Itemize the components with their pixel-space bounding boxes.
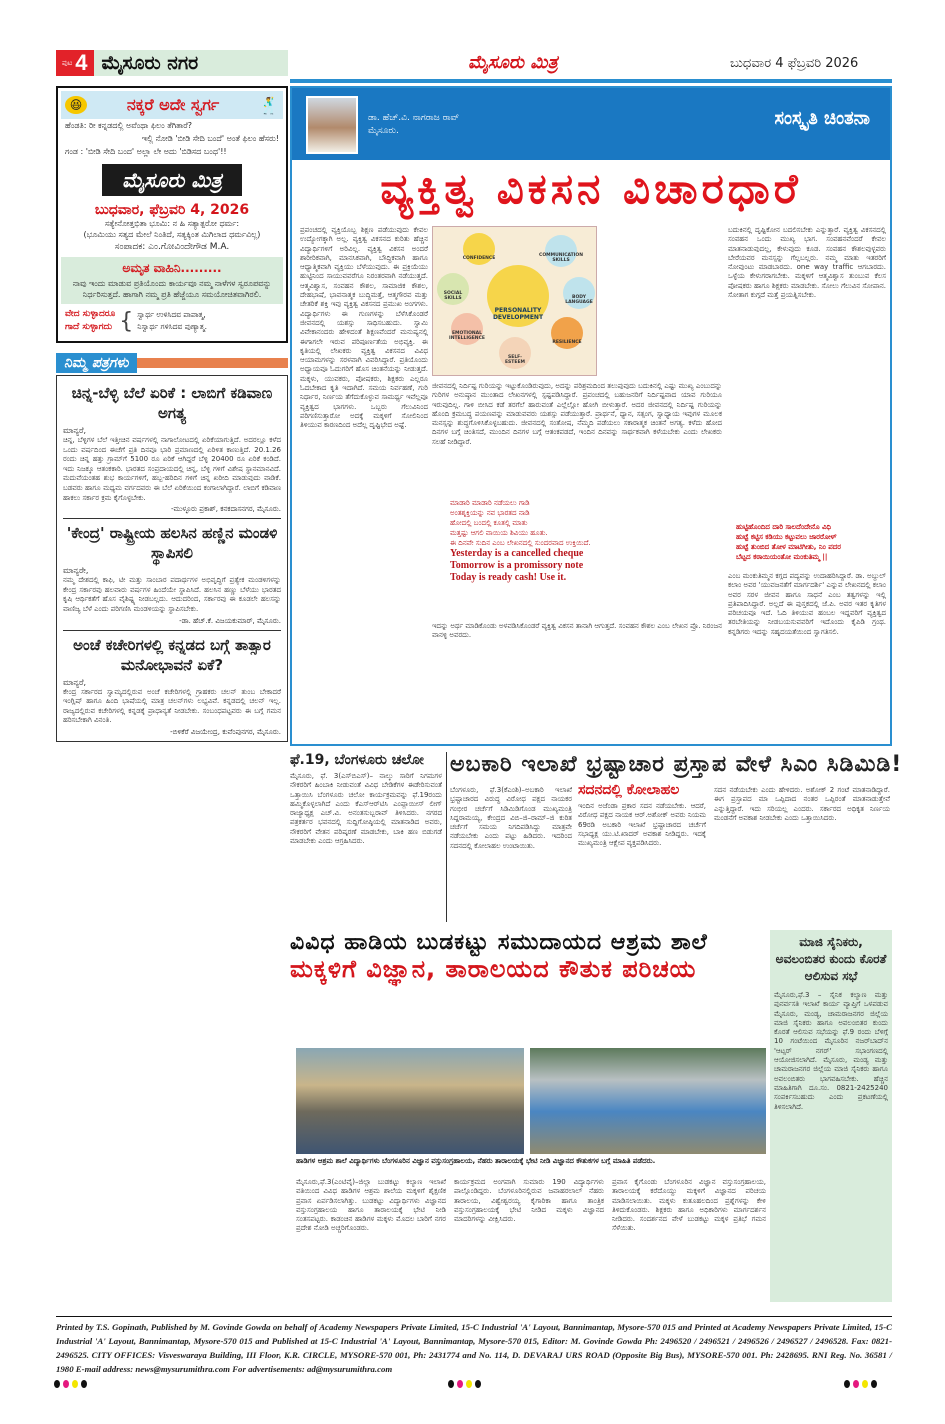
letter-signature: -ಬಿಳಿಕೆರೆ ವಿಜಯೇಂದ್ರ, ಕುವೆಂಪುನಗರ, ಮೈಸೂರು. bbox=[170, 727, 281, 736]
dancing-figure-icon: 🕺 bbox=[259, 95, 279, 115]
joke-line: ಗಂಡ : 'ಬೀಡಿ ಸೇದಿ ಬಂದ' ಅಲ್ಲಾ ಲೇ ಅದು 'ಬಿಡಿಸದ ಬಂಧ'!! bbox=[65, 147, 227, 156]
letter-body: ಚಿನ್ನ, ಬೆಳ್ಳಿಗಳ ಬೆಲೆ ಇತ್ತೀಚಿನ ವರ್ಷಗಳಲ್ಲಿ ನಾಗಾಲೋಟದಲ್ಲಿ ಏರಿಕೆಯಾಗುತ್ತಿದೆ. ಅದರಲ್ಲೂ ಕಳೆದ ಒಂದು ವರ್ಷದಿಂದ ಈಚೆಗೆ ಪ್ರತಿ ದಿನವೂ ಭಾರಿ ಪ್ರಮಾಣದಲ್ಲಿ ಏರಿಳಿತ ಕಾಣುತ್ತಿದೆ. 20.1.26 ರಂದು ಚಿನ್ನ ಹತ್ತು ಗ್ರಾಮ್‌ಗೆ 5100 ರೂ ಏರಿಕೆ ಆಗಿದ್ದರೆ ಬೆಳ್ಳಿ 20400 ರೂ ಏರಿಕೆ ಕಂಡಿದೆ. ಇದು ನಿಜಕ್ಕೂ ಆತಂಕಕಾರಿ. ಭಾರತದ ಸಂಪ್ರದಾಯದಲ್ಲಿ ಚಿನ್ನ, ಬೆಳ್ಳಿ ಗಳಿಗೆ ವಿಶೇಷ ಸ್ಥಾನಮಾನವಿದೆ. ಮದುವೆಯಂತಹ ಶುಭ ಕಾರ್ಯಗಳಿಗೆ, ಹಬ್ಬ-ಹರಿದಿನ ಗಳಿಗೆ ಚಿನ್ನ ಖರೀದಿ ಮಾಡುವುದು ವಾಡಿಕೆ. ಬಡವರು ಹಾಗೂ ಮಧ್ಯಮ ವರ್ಗದವರು ಈ ಬೆಲೆ ಏರಿಕೆಯಿಂದ ಕಂಗಾಲಾಗಿದ್ದಾರೆ. ಲಾಬಿಗೆ ಕಡಿವಾಣ ಹಾಕಲು ಸರ್ಕಾರ ಕ್ರಮ ಕೈಗೊಳ್ಳಬೇಕು. bbox=[63, 436, 281, 502]
reg-dot bbox=[54, 1380, 60, 1388]
reg-dot bbox=[457, 1380, 463, 1388]
planetarium-photo bbox=[530, 1048, 766, 1154]
letter-salutation: ಮಾನ್ಯರೆ, bbox=[63, 426, 87, 435]
verse-line: ಅಂತಶ್ಶಕ್ತಿಯನ್ನು ನವ ಭಾರತದ ನಾಡಿ bbox=[450, 509, 530, 517]
story-body: ಮೈಸೂರು,ಫೆ.3 – ಸೈನಿಕ ಕಲ್ಯಾಣ ಮತ್ತು ಪುನರ್ವಸತಿ ಇಲಾಖೆ ಕಾರ್ಯ ವ್ಯಾಪ್ತಿಗೆ ಒಳಪಡುವ ಮೈಸೂರು, ಮಂಡ್ಯ, ಚಾಮರಾಜನಗರ ಜಿಲ್ಲೆಯ ಮಾಜಿ ಸೈನಿಕರು ಹಾಗೂ ಅವಲಂಬಿತರ ಕುಂದು ಕೊರತೆ ಆಲಿಸುವ ಸಭೆಯನ್ನು ಫೆ.9 ರಂದು ಬೆಳಿಗ್ಗೆ 10 ಗಂಟೆಯಿಂದ ಮೈಸೂರಿನ ನಜರ್‌ಬಾದ್‌ನ 'ಆಟ್ಸರ್ ನಗರ್' ಸಭಾಂಗಣದಲ್ಲಿ ಆಯೋಜಿಸಲಾಗಿದೆ. ಮೈಸೂರು, ಮಂಡ್ಯ ಮತ್ತು ಚಾಮರಾಜನಗರ ಜಿಲ್ಲೆಯ ಮಾಜಿ ಸೈನಿಕರು ಹಾಗೂ ಅವಲಂಬಿತರು ಭಾಗವಹಿಸಬೇಕು. ಹೆಚ್ಚಿನ ಮಾಹಿತಿಗಾಗಿ ದೂ.ಸಂ. 0821-2425240 ಸಂಪರ್ಕಿಸಬಹುದು ಎಂದು ಪ್ರಕಟಣೆಯಲ್ಲಿ ತಿಳಿಸಲಾಗಿದೆ. bbox=[774, 991, 888, 1111]
registration-marks-left bbox=[54, 1380, 87, 1388]
kagga-line: ಬೆಟ್ಟದ ಕಠಾಯಿಯಂತೋ ಮಂಕುತಿಮ್ಮ || bbox=[736, 553, 828, 561]
header-date: ಬುಧವಾರ 4 ಫೆಬ್ರವರಿ 2026 bbox=[730, 56, 859, 71]
verse-line: ಮಾಡಾರಿ ಮಾಡಾರಿ ನಡೆಯಲು ಗಾಡಿ bbox=[450, 499, 530, 507]
section-header bbox=[56, 50, 288, 76]
page-label: ಪುಟ bbox=[62, 58, 73, 67]
letter-headline: 'ಕೇಂದ್ರ' ರಾಷ್ಟ್ರೀಯ ಹಲಸಿನ ಹಣ್ಣಿನ ಮಂಡಳಿ ಸ್ಥಾಪಿಸಲಿ bbox=[66, 524, 278, 563]
letters-tag-bar bbox=[137, 358, 289, 368]
museum-photo bbox=[296, 1048, 524, 1154]
article-column-1: ಪ್ರಪಂಚದಲ್ಲಿ ವ್ಯಕ್ತಿಯೊಬ್ಬ ಶಿಕ್ಷಣ ಪಡೆಯುವುದು ಕೇವಲ ಉದ್ಯೋಗಕ್ಕಾಗಿ ಅಲ್ಲ. ವ್ಯಕ್ತಿತ್ವ ವಿಕಸನದ ಕುರಿತು ಹೆಚ್ಚಿನ ವಿದ್ಯಾರ್ಥಿಗಳಿಗೆ ಅರಿವಿಲ್ಲ. ವ್ಯಕ್ತಿತ್ವ ವಿಕಸನ ಅಂದರೆ ಶಾರೀರಿಕವಾಗಿ, ಮಾನಸಿಕವಾಗಿ, ಬೌದ್ಧಿಕವಾಗಿ ಹಾಗೂ ಆಧ್ಯಾತ್ಮಿಕವಾಗಿ ವ್ಯಕ್ತಿಯು ಬೆಳೆಯುವುದು. ಈ ಪ್ರಕ್ರಿಯೆಯು ಹುಟ್ಟಿನಿಂದ ಸಾಯುವವರೆಗೂ ನಿರಂತರವಾಗಿ ನಡೆಯುತ್ತದೆ. ಆತ್ಮವಿಶ್ವಾಸ, ಸಂವಹನ ಕೌಶಲ, ಸಾಮಾಜಿಕ ಕೌಶಲ, ದೇಹಭಾಷೆ, ಭಾವನಾತ್ಮಕ ಬುದ್ಧಿಮತ್ತೆ, ಆತ್ಮಗೌರವ ಮತ್ತು ಚೇತರಿಕೆ ಶಕ್ತಿ ಇವು ವ್ಯಕ್ತಿತ್ವ ವಿಕಸನದ ಪ್ರಮುಖ ಅಂಗಗಳು. ವಿದ್ಯಾರ್ಥಿಗಳು ಈ ಗುಣಗಳನ್ನು ಬೆಳೆಸಿಕೊಂಡರೆ ಜೀವನದಲ್ಲಿ ಯಶಸ್ಸು ಸಾಧಿಸಬಹುದು. ಸ್ವಾಮಿ ವಿವೇಕಾನಂದರು ಹೇಳಿದಂತೆ ಶಿಕ್ಷಣವೆಂದರೆ ಮನುಷ್ಯನಲ್ಲಿ ಈಗಾಗಲೇ ಇರುವ ಪರಿಪೂರ್ಣತೆಯ ಅಭಿವ್ಯಕ್ತಿ. ಈ ಕೃತಿಯಲ್ಲಿ ಲೇಖಕರು ವ್ಯಕ್ತಿತ್ವ ವಿಕಸನದ ವಿವಿಧ ಆಯಾಮಗಳನ್ನು ಸರಳವಾಗಿ ವಿವರಿಸಿದ್ದಾರೆ. ಪ್ರತಿಯೊಂದು ಅಧ್ಯಾಯವೂ ಓದುಗರಿಗೆ ಹೊಸ ಚಿಂತನೆಯನ್ನು ನೀಡುತ್ತದೆ. ಮಕ್ಕಳು, ಯುವಕರು, ಪೋಷಕರು, ಶಿಕ್ಷಕರು ಎಲ್ಲರೂ ಓದಬೇಕಾದ ಕೃತಿ ಇದಾಗಿದೆ. ಸಮಯ ನಿರ್ವಹಣೆ, ಗುರಿ ನಿರ್ಧಾರ, ನಿರ್ಣಯ ತೆಗೆದುಕೊಳ್ಳುವ ಸಾಮರ್ಥ್ಯ ಇವೆಲ್ಲವೂ ವ್ಯಕ್ತಿತ್ವದ ಭಾಗಗಳು. ಒಬ್ಬರು ಗೆಲುವಿನಿಂದ ಪರಿಗಣಿಸುತ್ತಾರೋ ಅದಕ್ಕೆ ಮಕ್ಕಳಿಗೆ ಸೋಲಿನಿಂದ ತಿಳಿಯುವ ಕಾರಣದಿಂದ ಅದೆಲ್ಲ ದೃಷ್ಟಿಭೇದ ಅಷ್ಟೆ. bbox=[300, 226, 428, 430]
verse-block bbox=[450, 498, 720, 584]
kagga-verse bbox=[736, 522, 886, 562]
photo-caption: ಹಾಡಿಗಳ ಆಶ್ರಮ ಶಾಲೆ ವಿದ್ಯಾರ್ಥಿಗಳು ಬೆಂಗಳೂರಿನ ವಿಜ್ಞಾನ ವಸ್ತುಸಂಗ್ರಹಾಲಯ, ನೆಹರು ತಾರಾಲಯಕ್ಕೆ ಭೇಟಿ ನೀಡಿ ವಿಜ್ಞಾನದ ಕೌತುಕಗಳ ಬಗ್ಗೆ ಮಾಹಿತಿ ಪಡೆದರು. bbox=[296, 1157, 656, 1165]
author-photo bbox=[306, 96, 358, 154]
column-divider bbox=[446, 752, 447, 922]
kagga-line: ಹುಟ್ಟೆ ಕಟ್ಟಿಸ ಕಡಿಯು ಕಟ್ಟುವಲು ಜಾರರೋಳ್ bbox=[736, 533, 837, 541]
kagga-line: ಹುಟ್ಟೆ ತುಂಬಿದ ತೋಳ ಮಾಟಿಗೀತು, ನಿಂ ಪದರ bbox=[736, 543, 842, 551]
story-body: ಮೈಸೂರು,ಫೆ.3(ಎಂಟಿವೈ)–ಜಿಲ್ಲಾ ಬುಡಕಟ್ಟು ಕಲ್ಯಾಣ ಇಲಾಖೆ ವತಿಯಿಂದ ವಿವಿಧ ಹಾಡಿಗಳ ಆಶ್ರಮ ಶಾಲೆಯ ಮಕ್ಕಳಿಗೆ ಶೈಕ್ಷಣಿಕ ಪ್ರವಾಸ ಏರ್ಪಡಿಸಲಾಗಿತ್ತು. ಬುಡಕಟ್ಟು ವಿದ್ಯಾರ್ಥಿಗಳು ವಿಜ್ಞಾನದ ವಸ್ತುಸಂಗ್ರಹಾಲಯ ಹಾಗೂ ತಾರಾಲಯಕ್ಕೆ ಭೇಟಿ ನೀಡಿ ಸಂತಸಪಟ್ಟರು. ಕಾಡಂಚಿನ ಹಾಡಿಗಳ ಮಕ್ಕಳು ಮೊದಲ ಬಾರಿಗೆ ನಗರ ಪ್ರದೇಶ ನೋಡಿ ಅಚ್ಚರಿಗೊಂಡರು. bbox=[296, 1178, 446, 1233]
story-headline: ಮಾಜಿ ಸೈನಿಕರು, ಅವಲಂಬಿತರ ಕುಂದು ಕೊರತೆ ಆಲಿಸುವ ಸಭೆ bbox=[775, 935, 887, 983]
letters-tag-label: ನಿಮ್ಮ ಪತ್ರಗಳು bbox=[56, 353, 137, 373]
english-quote: Tomorrow is a promissory note bbox=[450, 560, 584, 571]
verse-line: ಹೋದಲ್ಲಿ ಬಂದಲ್ಲಿ ಕೂತಲ್ಲಿ ಮಾತು bbox=[450, 519, 528, 527]
english-quote: Today is ready cash! Use it. bbox=[450, 572, 567, 583]
article-column-3-end: ಎಂಬ ಮಂಕುತಿಮ್ಮನ ಕಗ್ಗದ ಪದ್ಯವನ್ನು ಉದಾಹರಿಸಿದ್ದಾರೆ. ಡಾ. ಅಬ್ದುಲ್ ಕಲಾಂ ಅವರ 'ಯುವಜನತೆಗೆ ಮಾರ್ಗದರ್ಶಿ' ಎನ್ನುವ ಲೇಖನದಲ್ಲಿ ಕಲಾಂ ಅವರ ಸರಳ ಜೀವನ ಹಾಗೂ ಸಾಧನೆ ಎಂಬ ತತ್ವಗಳನ್ನು ಇಲ್ಲಿ ಪ್ರತಿಪಾದಿಸಿದ್ದಾರೆ. ಅಲ್ಲದೆ ಈ ಪುಸ್ತಕದಲ್ಲಿ ಜೆ.ಪಿ. ಅವರ ಇತರ ಕೃತಿಗಳ ಪರಿಚಯವೂ ಇದೆ. ಓದಿ ತಿಳಿಯುವ ಹಂಬಲ ಇದ್ದವರಿಗೆ ವ್ಯಕ್ತಿತ್ವದ ತರಬೇತಿಯನ್ನು ನೀಡಬಯಸುವವರಿಗೆ ಇದೊಂದು ಕೈಪಿಡಿ ಗ್ರಂಥ. ಕನ್ನಡಿಗರು ಇದನ್ನು ಸಹೃದಯತೆಯಿಂದ ಸ್ವಾಗತಿಸಲಿ. bbox=[728, 572, 886, 636]
letter-salutation: ಮಾನ್ಯರೆ, bbox=[63, 677, 87, 687]
story-subhead: ಸದನದಲ್ಲಿ ಕೋಲಾಹಲ bbox=[578, 782, 680, 798]
proverb-box bbox=[61, 304, 283, 338]
article-band bbox=[292, 88, 890, 160]
reg-dot bbox=[862, 1380, 868, 1388]
reg-dot bbox=[844, 1380, 850, 1388]
english-quote: Yesterday is a cancelled cheque bbox=[450, 548, 584, 559]
section-title: ಮೈಸೂರು ನಗರ bbox=[101, 52, 199, 74]
article-column-3: ಬದುಕಿನಲ್ಲಿ ದೃಷ್ಟಿಕೋನ ಬದಲಿಸಬೇಕು ಎನ್ನುತ್ತಾರೆ. ವ್ಯಕ್ತಿತ್ವ ವಿಕಸನದಲ್ಲಿ ಸಂವಹನ ಒಂದು ಮುಖ್ಯ ಭಾಗ. ಸಂವಹನವೆಂದರೆ ಕೇವಲ ಮಾತನಾಡುವುದಲ್ಲ, ಕೇಳುವುದು ಕೂಡ. ಸಂವಹನ ಕೌಶಲವುಳ್ಳವರು ಬೇರೆಯವರ ಮನಸ್ಸನ್ನು ಗೆಲ್ಲಬಲ್ಲರು. ನಮ್ಮ ಮಾತು ಇತರರಿಗೆ ನೋವುಂಟು ಮಾಡಬಾರದು. one way traffic ಆಗಬಾರದು. ಒಳ್ಳೆಯ ಕೇಳುಗರಾಗಬೇಕು. ಮಕ್ಕಳಿಗೆ ಆತ್ಮವಿಶ್ವಾಸ ತುಂಬುವ ಕೆಲಸ ಪೋಷಕರು ಹಾಗೂ ಶಿಕ್ಷಕರು ಮಾಡಬೇಕು. ಸೋಲು ಗೆಲುವಿನ ಸೋಪಾನ. ಸೋತಾಗ ಕುಗ್ಗದೆ ಮತ್ತೆ ಪ್ರಯತ್ನಿಸಬೇಕು. bbox=[728, 226, 886, 300]
editorial-box bbox=[56, 86, 288, 343]
infographic-node: EMOTIONAL INTELLIGENCE bbox=[451, 313, 483, 345]
infographic-node: SOCIAL SKILLS bbox=[437, 273, 469, 305]
reg-dot bbox=[466, 1380, 472, 1388]
personality-infographic bbox=[432, 226, 597, 376]
motto: ಸತ್ಯೇನೋತ್ತಭಿತಾ ಭೂಮಿ: ನ ಹಿ ಸತ್ಯಾತ್ಪರೋ ಧರ್ಮ: bbox=[104, 219, 240, 228]
joke-banner bbox=[61, 91, 283, 119]
reg-dot bbox=[63, 1380, 69, 1388]
infographic-node: RESILIENCE bbox=[551, 317, 583, 349]
masthead-logo: ಮೈಸೂರು ಮಿತ್ರ bbox=[468, 52, 558, 73]
infographic-node: COMMUNICATION SKILLS bbox=[545, 235, 577, 267]
proverb-right: ಸ್ವಾರ್ಥ ಉಳಿಸಿದವ ಪಾಪಾತ್ಮ, bbox=[137, 310, 206, 319]
author-place: ಮೈಸೂರು. bbox=[368, 126, 399, 136]
letters-box bbox=[56, 375, 288, 742]
registration-marks-right bbox=[844, 1380, 877, 1388]
story-body: ಮೈಸೂರು, ಫೆ. 3(ಎಸ್‌ಬಿಎಸ್)– ನಾಲ್ಕು ಸಾರಿಗೆ ನಿಗಮಗಳ ನೌಕರರಿಗೆ ಹಿಂಬಾಕಿ ನೀಡುವಂತೆ ವಿವಿಧ ಬೇಡಿಕೆಗಳ ಈಡೇರಿಸುವಂತೆ ಒತ್ತಾಯಿಸಿ ಬೆಂಗಳೂರು ಚಲೋ ಕಾರ್ಯಕ್ರಮವನ್ನು ಫೆ.19ರಂದು ಹಮ್ಮಿಕೊಳ್ಳಲಾಗಿದೆ ಎಂದು ಕೆಎಸ್‌ಆರ್‌ಟಿಸಿ ಎಂಪ್ಲಾಯೀಸ್ ಲೀಗ್ ರಾಜ್ಯಾಧ್ಯಕ್ಷ ಎಚ್.ವಿ. ಅನಂತಸುಬ್ಬರಾವ್ ತಿಳಿಸಿದರು. ನಗರದ ಪತ್ರಕರ್ತರ ಭವನದಲ್ಲಿ ಸುದ್ದಿಗೋಷ್ಠಿಯಲ್ಲಿ ಮಾತನಾಡಿದ ಅವರು, ನೌಕರರಿಗೆ ವೇತನ ಪರಿಷ್ಕರಣೆ ಮಾಡಬೇಕು, ಬಾಕಿ ಹಣ ಬಿಡುಗಡೆ ಮಾಡಬೇಕು ಎಂದು ಆಗ್ರಹಿಸಿದರು. bbox=[290, 772, 442, 846]
article-column-2: ಜೀವನದಲ್ಲಿ ನಿರ್ದಿಷ್ಟ ಗುರಿಯನ್ನು ಇಟ್ಟುಕೊಂಡಿರುವುದು, ಅದನ್ನು ಪರಿಶ್ರಮದಿಂದ ತಲುಪುವುದು ಬದುಕಿನಲ್ಲಿ ಎಷ್ಟು ಮುಖ್ಯ ಎಂಬುದನ್ನು ಗುರಿಗಳ ಅನುಷ್ಠಾನ ಮುಂತಾದ ಲೇಖನಗಳಲ್ಲಿ ಸ್ಪಷ್ಟಪಡಿಸಿದ್ದಾರೆ. ಪ್ರಪಂಚದಲ್ಲಿ ಬಹುಜನರಿಗೆ ನಿರ್ದಿಷ್ಟವಾದ ಯಾವ ಗುರಿಯೂ ಇರುವುದಿಲ್ಲ. ಗಾಳಿ ಬೀಸಿದ ಕಡೆ ತರಗೆಲೆ ಹಾರುವಂತೆ ಎಲ್ಲೆಲ್ಲೋ ಹೋಗಿ ಬೀಳುತ್ತಾರೆ. ಅದರ ಜೀವನದಲ್ಲಿ ನಿರ್ದಿಷ್ಟ ಗುರಿಯನ್ನು ಹೊಂದಿ ಕ್ರಮಬದ್ಧ ಪಯಣವನ್ನು ಮಾಡುವವರು ಯಶಸ್ಸು ಪಡೆಯುತ್ತಾರೆ. ಪ್ರಾರ್ಥನೆ, ಧ್ಯಾನ, ಸತ್ಸಂಗ, ಸ್ವಾಧ್ಯಾಯ ಇವುಗಳ ಮೂಲಕ ಮನಸ್ಸನ್ನು ಶುದ್ಧಗೊಳಿಸಿಕೊಳ್ಳಬಹುದು. ಜೀವನದಲ್ಲಿ ಸಂತೋಷ, ನೆಮ್ಮದಿ ಪಡೆಯಲು ಸಕಾರಾತ್ಮಕ ಚಿಂತನೆ ಅಗತ್ಯ. ಕಳೆದು ಹೋದ ದಿನಗಳ ಬಗ್ಗೆ ಚಿಂತಿಸದೆ, ಮುಂದಿನ ದಿನಗಳ ಬಗ್ಗೆ ಆತಂಕಪಡದೆ, ಇಂದಿನ ದಿನವನ್ನು ಸಾರ್ಥಕವಾಗಿ ಕಳೆಯಬೇಕು ಎಂದು ಲೇಖಕರು ಸಲಹೆ ನೀಡಿದ್ದಾರೆ. bbox=[432, 382, 722, 446]
page-number: 4 bbox=[75, 50, 88, 75]
story-headline-red: ಮಕ್ಕಳಿಗೆ ವಿಜ್ಞಾನ, ತಾರಾಲಯದ ಕೌತುಕ ಪರಿಚಯ bbox=[290, 955, 697, 983]
letter bbox=[63, 635, 281, 737]
letter-body: ನಮ್ಮ ದೇಶದಲ್ಲಿ ಕಾಫಿ, ಟೀ ಮತ್ತು ಸಾಂಬಾರ ಪದಾರ್ಥಗಳ ಅಭಿವೃದ್ಧಿಗೆ ಪ್ರತ್ಯೇಕ ಮಂಡಳಿಗಳನ್ನು ಕೇಂದ್ರ ಸರ್ಕಾರವು ಹಲವಾರು ವರ್ಷಗಳ ಹಿಂದೆಯೇ ಸ್ಥಾಪಿಸಿದೆ. ಹಲಸಿನ ಹಣ್ಣು ಬೆಳೆಯು ಭಾರತದ ಕೃಷಿ ಆರ್ಥಿಕತೆಗೆ ಹೊಸ ವೈಶಿಷ್ಟ್ಯ ನೀಡಬಲ್ಲದು. ಆದುದರಿಂದ, ಸರ್ಕಾರವು ಈ ಕೂಡಲೇ ಹಲಸನ್ನು ವಾಣಿಜ್ಯ ಬೆಳೆ ಎಂದು ಪರಿಗಣಿಸಿ ಮಂಡಳಿಯನ್ನು ಸ್ಥಾಪಿಸಬೇಕು. bbox=[63, 576, 281, 613]
proverb-left: ಗಾದೆ ಸುಳ್ಳಾಗದು bbox=[65, 322, 113, 332]
letter bbox=[63, 523, 281, 625]
proverb-left: ವೇದ ಸುಳ್ಳಾದರೂ bbox=[65, 309, 116, 319]
infographic-node: BODY LANGUAGE bbox=[563, 277, 595, 309]
letters-tag bbox=[56, 353, 288, 373]
author-name: ಡಾ. ಹೆಚ್.ವಿ. ನಾಗರಾಜ ರಾವ್ bbox=[368, 113, 460, 123]
imprint-line: Printed by T.S. Gopinath, Published by M. Govinde Gowda on behalf of Academy Newspapers Private Limited, 15-C Industrial 'A' Layout, Bannimantap, Mysore-570 015 and Printed at Academy Newspapers Private Limited, 15-C Industrial 'A' Layout, Bannimantap, Mysore-570 015 and Published at 15-C Industrial 'A' Layout, Bannimantap, Mysore-570 015, Editor: M. Govinde Gowda Ph: 2496520 / 2496521 / 2496526 / 2496527 / 2496528. Fax: 0821-2496525. CITY OFFICES: Visveswaraya Building, III Floor, K.R. CIRCLE, MYSORE-570 001, Ph: 2431774 and No. 114, D. DEVARAJ URS ROAD (Opposite Big Bus), MYSORE-570 001. Ph: 2428695. RNI Reg. No. 36581 / 1980 E-mail address: news@mysurumithra.com For advertisements: ad@mysurumithra.com bbox=[56, 1322, 892, 1374]
reg-dot bbox=[475, 1380, 481, 1388]
verse-line: ಮತ್ತಷ್ಟು ಆಗಲಿ ವಾಯಿಯ ಶಿವಿಯು ಹೂತು. bbox=[450, 529, 548, 537]
amrut-vahini-box bbox=[61, 257, 283, 304]
letter-salutation: ಮಾನ್ಯರೇ, bbox=[63, 566, 89, 576]
motto-translation: (ಭೂಮಿಯು ಸತ್ಯದ ಮೇಲೆ ನಿಂತಿದೆ, ಸತ್ಯಕ್ಕಿಂತ ಮಿಗಿಲಾದ ಧರ್ಮವಿಲ್ಲ) bbox=[83, 230, 261, 239]
kagga-line: ಹುಟ್ಟಿಹೊಂದಿದ ದಾರಿ ಸಾಲದೆಂದೇನೊ ವಿಧಿ bbox=[736, 523, 832, 531]
story-body: ಪ್ರವಾಸ ಕೈಗೊಂಡು ಬೆಂಗಳೂರಿನ ವಿಜ್ಞಾನ ವಸ್ತುಸಂಗ್ರಹಾಲಯ, ತಾರಾಲಯಕ್ಕೆ ಕರೆದೊಯ್ದು ಮಕ್ಕಳಿಗೆ ವಿಜ್ಞಾನದ ಪರಿಚಯ ಮಾಡಿಸಲಾಯಿತು. ಮಕ್ಕಳು ಕುತೂಹಲದಿಂದ ಪ್ರಶ್ನೆಗಳನ್ನು ಕೇಳಿ ತಿಳಿದುಕೊಂಡರು. ಶಿಕ್ಷಕರು ಹಾಗೂ ಅಧಿಕಾರಿಗಳು ಮಾರ್ಗದರ್ಶನ ನೀಡಿದರು. ಸಂದರ್ಶನದ ವೇಳೆ ಬುಡಕಟ್ಟು ಮಕ್ಕಳ ಪ್ರತಿಭೆ ಗಮನ ಸೆಳೆಯಿತು. bbox=[612, 1178, 766, 1233]
left-column bbox=[56, 86, 288, 742]
reg-dot bbox=[448, 1380, 454, 1388]
divider bbox=[63, 630, 281, 631]
registration-marks-center bbox=[448, 1380, 481, 1388]
story-body: ಇಂದಿನ ಅಜೆಂಡಾ ಪ್ರಕಾರ ಸದನ ನಡೆಯಬೇಕು. ಆದರೆ, ವಿರೋಧ ಪಕ್ಷದ ನಾಯಕ ಆರ್.ಅಶೋಕ್ ಅವರು ನಿಯಮ 69ರಡಿ ಅಬಕಾರಿ ಇಲಾಖೆ ಭ್ರಷ್ಟಾಚಾರದ ಚರ್ಚೆಗೆ ಸಭಾಧ್ಯಕ್ಷ ಯು.ಟಿ.ಖಾದರ್ ಅವಕಾಶ ನೀಡಿದ್ದರು. ಇದಕ್ಕೆ ಮುಖ್ಯಮಂತ್ರಿ ಆಕ್ಷೇಪ ವ್ಯಕ್ತಪಡಿಸಿದರು. bbox=[578, 802, 706, 848]
letter-headline: ಚಿನ್ನ-ಬೆಳ್ಳಿ ಬೆಲೆ ಏರಿಕೆ : ಲಾಬಿಗೆ ಕಡಿವಾಣ ಅಗತ್ಯ bbox=[71, 384, 273, 422]
header-rule bbox=[290, 79, 892, 83]
joke-title: ನಕ್ಕರೆ ಅದೇ ಸ್ವರ್ಗ bbox=[126, 95, 220, 114]
story-body: ಸದನ ನಡೆಯಬೇಕು ಎಂದು ಹೇಳಿದರು. ಅಶೋಕ್ 2 ಗಂಟೆ ಮಾತನಾಡಿದ್ದಾರೆ. ಈಗ ಪ್ರಸ್ತಾಪದ ಮಾ ಒಪ್ಪಿದಾದ ನಂತರ ಒಪ್ಪಿರಂತೆ ಮಾತನಾಡುತ್ತೇವೆ ಎನ್ನುತ್ತಿದ್ದಾರೆ. ಇದು ಸರಿಯಲ್ಲ ಎಂದರು. ಸರ್ಕಾರದ ಅಧಿಕೃತ ನಿರ್ಣಯ ಮಂಡನೆಗೆ ಅವಕಾಶ ನೀಡಬೇಕು ಎಂದು ಒತ್ತಾಯಿಸಿದರು. bbox=[714, 786, 890, 822]
feature-article bbox=[290, 86, 892, 746]
joke-line: ಇಲ್ಲಿ ನೋಡಿ 'ಬೀಡಿ ಸೇದಿ ಬಂದೆ' ಅಂತೆ ಫಿಲಂ ಹೆಸರು! bbox=[141, 134, 279, 143]
letter bbox=[63, 383, 281, 514]
article-title: ವ್ಯಕ್ತಿತ್ವ ವಿಕಸನ ವಿಚಾರಧಾರೆ bbox=[380, 164, 802, 213]
story-headline: ಅಬಕಾರಿ ಇಲಾಖೆ ಭ್ರಷ್ಟಾಚಾರ ಪ್ರಸ್ತಾಪ ವೇಳೆ ಸಿಎಂ ಸಿಡಿಮಿಡಿ! bbox=[450, 752, 903, 777]
amrut-title: ಅಮೃತ ವಾಹಿನಿ......... bbox=[122, 261, 222, 275]
reg-dot bbox=[72, 1380, 78, 1388]
article-column-2-end: ಇದನ್ನು ಅರ್ಥ ಮಾಡಿಕೊಂಡು ಅಳವಡಿಸಿಕೊಂಡರೆ ವ್ಯಕ್ತಿತ್ವ ವಿಕಸನ ತಾನಾಗಿ ಆಗುತ್ತದೆ. ಸಂವಹನ ಕೌಶಲ ಎಂಬ ಲೇಖನ ಪ್ರೊ. ನಿರಂಜನ ವಾನಳ್ಳಿ ಅವರದು. bbox=[432, 622, 722, 640]
story-body: ಬೆಂಗಳೂರು, ಫೆ.3(ಕೆಎಂಶಿ)–ಅಬಕಾರಿ ಇಲಾಖೆ ಭ್ರಷ್ಟಾಚಾರದ ವಿರುದ್ಧ ವಿರೋಧ ಪಕ್ಷದ ನಾಯಕರ ಗಂಭೀರ ಚರ್ಚೆಗೆ ಸಿಡಿಮಿಡಿಗೊಂಡ ಮುಖ್ಯಮಂತ್ರಿ ಸಿದ್ದರಾಮಯ್ಯ, ಕೇಂದ್ರದ ವಿಬಿ–ಜಿ–ರಾಮ್–ಜಿ ಕುರಿತ ಚರ್ಚೆಗೆ ಸಮಯ ನಿಗದಿಪಡಿಸಿದ್ದು ಮಾತ್ರವೇ ನಡೆಯಬೇಕು ಎಂದು ಪಟ್ಟು ಹಿಡಿದರು. ಇದರಿಂದ ಸದನದಲ್ಲಿ ಕೋಲಾಹಲ ಉಂಟಾಯಿತು. bbox=[450, 786, 572, 850]
reg-dot bbox=[871, 1380, 877, 1388]
letter-signature: -ಡಾ. ಹೆಚ್.ಕೆ. ವಿಜಯಕುಮಾರ್, ಮೈಸೂರು. bbox=[179, 616, 281, 625]
masthead-box: ಮೈಸೂರು ಮಿತ್ರ bbox=[102, 164, 242, 196]
article-body bbox=[300, 226, 886, 736]
excise-story bbox=[450, 752, 903, 924]
brace-icon: { bbox=[119, 308, 134, 334]
letter-headline: ಅಂಚೆ ಕಚೇರಿಗಳಲ್ಲಿ ಕನ್ನಡದ ಬಗ್ಗೆ ತಾತ್ಸಾರ ಮನೋಭಾವನೆ ಏಕೆ? bbox=[73, 635, 271, 674]
joke-line: ಹೆಂಡತಿ: ರೀ ಕನ್ನಡದಲ್ಲಿ ಅವೆಂಥಾ ಫಿಲಂ ತೆಗಿತಾರೆ? bbox=[65, 121, 193, 130]
proverb-right: ನಿಸ್ವಾರ್ಥ ಗಳಿಸಿದವ ಪುಣ್ಯಾತ್ಮ. bbox=[137, 322, 208, 331]
divider bbox=[63, 518, 281, 519]
letter-signature: -ಮುಳ್ಳೂರು ಪ್ರಕಾಶ್, ಕನಕದಾಸನಗರ, ಮೈಸೂರು. bbox=[171, 505, 281, 514]
story-headline: ವಿವಿಧ ಹಾಡಿಯ ಬುಡಕಟ್ಟು ಸಮುದಾಯದ ಆಶ್ರಮ ಶಾಲೆ bbox=[290, 930, 708, 955]
story-body: ಕಾರ್ಯಕ್ರಮದ ಅಂಗವಾಗಿ ಸುಮಾರು 190 ವಿದ್ಯಾರ್ಥಿಗಳು ಪಾಲ್ಗೊಂಡಿದ್ದರು. ಬೆಂಗಳೂರಿನಲ್ಲಿರುವ ಜವಾಹರಲಾಲ್ ನೆಹರು ತಾರಾಲಯ, ವಿಶ್ವೇಶ್ವರಯ್ಯ ಕೈಗಾರಿಕಾ ಹಾಗೂ ತಾಂತ್ರಿಕ ವಸ್ತುಸಂಗ್ರಹಾಲಯಕ್ಕೆ ಭೇಟಿ ನೀಡಿದ ಮಕ್ಕಳು ವಿಜ್ಞಾನದ ಮಾದರಿಗಳನ್ನು ವೀಕ್ಷಿಸಿದರು. bbox=[454, 1178, 604, 1224]
amrut-text: ನಾವು ಇಂದು ಮಾಡುವ ಪ್ರತಿಯೊಂದು ಕಾರ್ಯವೂ ನಮ್ಮ ನಾಳೆಗಳ ಸ್ವರೂಪವನ್ನು ನಿರ್ಧರಿಸುತ್ತದೆ. ಹಾಗಾಗಿ ನಮ್ಮ ಪ್ರತಿ ಹೆಜ್ಜೆಯೂ ಸಮಯೋಚಿತವಾಗಿರಲಿ. bbox=[72, 279, 272, 299]
infographic-center: PERSONALITY DEVELOPMENT bbox=[487, 265, 549, 327]
school-story bbox=[290, 930, 768, 983]
reg-dot bbox=[853, 1380, 859, 1388]
reg-dot bbox=[81, 1380, 87, 1388]
bengaluru-chalo-story bbox=[290, 752, 442, 922]
story-headline: ಫೆ.19, ಬೆಂಗಳೂರು ಚಲೋ bbox=[290, 752, 424, 768]
page-number-badge bbox=[56, 50, 94, 76]
edition-date: ಬುಧವಾರ, ಫೆಬ್ರವರಿ 4, 2026 bbox=[94, 202, 250, 218]
veterans-meeting-box bbox=[770, 930, 892, 1302]
letter-body: ಕೇಂದ್ರ ಸರ್ಕಾರದ ಸ್ವಾಮ್ಯದಲ್ಲಿರುವ ಅಂಚೆ ಕಚೇರಿಗಳಲ್ಲಿ ಗ್ರಾಹಕರು ಚಲನ್ ತುಂಬ ಬೇಕಾದರೆ ಇಂಗ್ಲಿಷ್ ಹಾಗೂ ಹಿಂದಿ ಭಾಷೆಯಲ್ಲಿ ಮಾತ್ರ ಚಲನ್‌ಗಳು ಲಭ್ಯವಿವೆ. ಕನ್ನಡದಲ್ಲಿ ಚಲನ್ ಇಲ್ಲ. ರಾಜ್ಯದಲ್ಲಿರುವ ಕಚೇರಿಗಳಲ್ಲಿ ಕನ್ನಡಕ್ಕೆ ಪ್ರಾಧಾನ್ಯತೆ ನೀಡಬೇಕು. ಸಂಬಂಧಪಟ್ಟವರು ಈ ಬಗ್ಗೆ ಗಮನ ಹರಿಸಬೇಕಾಗಿ ವಿನಂತಿ. bbox=[63, 687, 281, 725]
editor-credit: ಸಂಪಾದಕ: ಎಂ.ಗೋವಿಂದೇಗೌಡ M.A. bbox=[114, 242, 230, 252]
verse-line: ಈ ದಿನವೇ ಸುದಿನ ಎಂಬ ಲೇಖನದಲ್ಲಿ ಸುಂದರವಾದ ಉಕ್ತಿಯಿದೆ. bbox=[450, 539, 591, 547]
infographic-node: SELF-ESTEEM bbox=[499, 337, 531, 369]
footer-rule bbox=[56, 1316, 892, 1317]
infographic-node: CONFIDENCE bbox=[463, 233, 495, 265]
column-name: ಸಂಸ್ಕೃತಿ ಚಿಂತನಾ bbox=[774, 108, 870, 129]
laughing-face-icon: 😆 bbox=[65, 96, 87, 114]
